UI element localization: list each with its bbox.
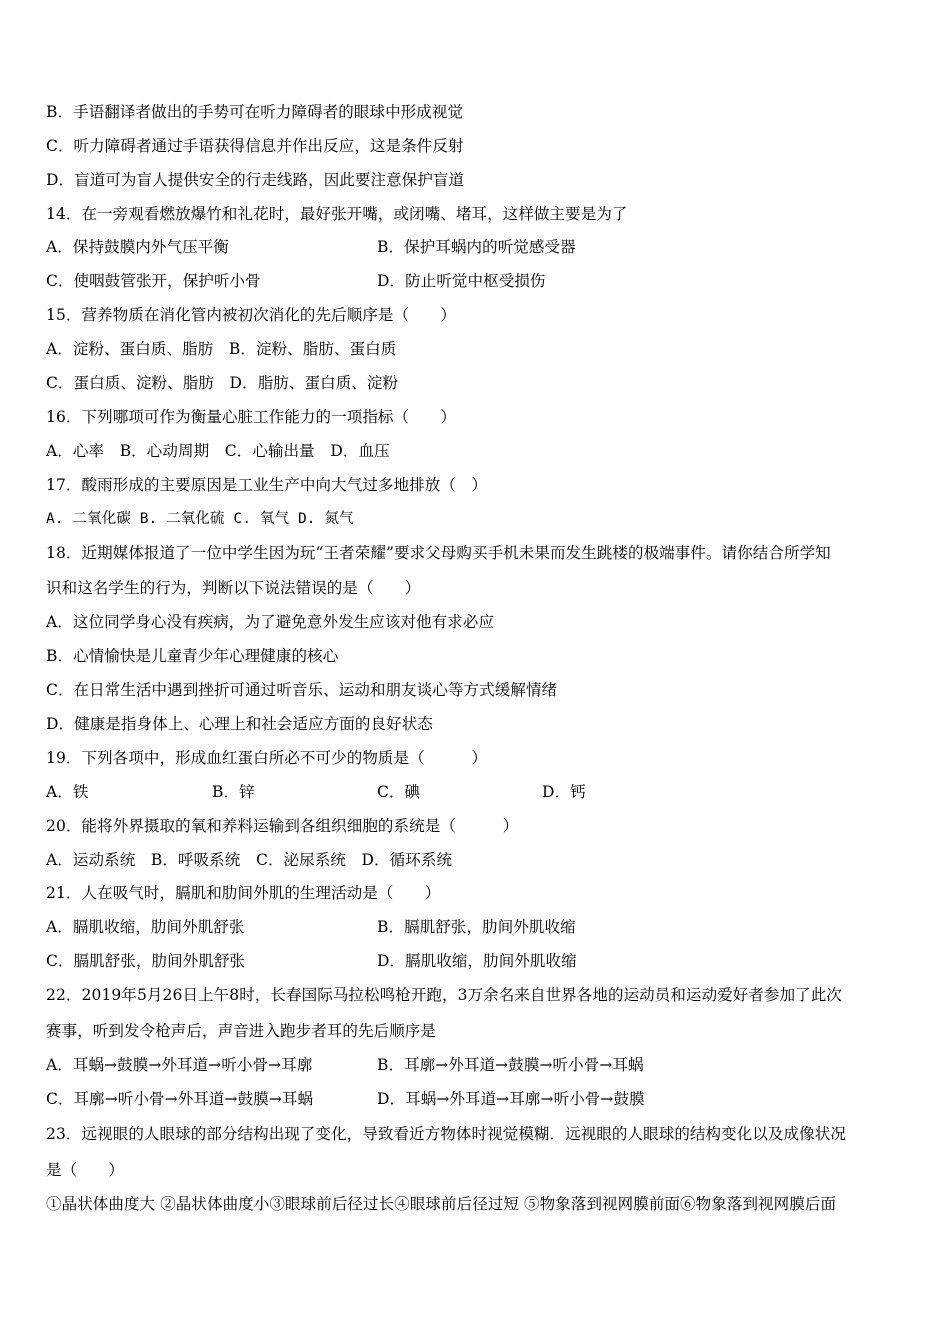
q19-option-b: B．锌 xyxy=(212,783,255,801)
q14-option-d: D．防止听觉中枢受损伤 xyxy=(377,272,546,290)
q18-option-d: D．健康是指身体上、心理上和社会适应方面的良好状态 xyxy=(46,715,433,733)
q21-stem: 21．人在吸气时，膈肌和肋间外肌的生理活动是（ ） xyxy=(46,884,441,902)
q22-option-c: C．耳廓→听小骨→外耳道→鼓膜→耳蜗 xyxy=(46,1090,314,1108)
q22-stem-line2: 赛事，听到发令枪声后，声音进入跑步者耳的先后顺序是 xyxy=(46,1022,437,1040)
q14-option-c: C．使咽鼓管张开，保护听小骨 xyxy=(46,272,261,290)
q19-option-a: A．铁 xyxy=(46,783,89,801)
q18-option-b: B．心情愉快是儿童青少年心理健康的核心 xyxy=(46,647,339,665)
q18-option-c: C．在日常生活中遇到挫折可通过听音乐、运动和朋友谈心等方式缓解情绪 xyxy=(46,681,558,699)
q15-options-ab: A．淀粉、蛋白质、脂肪 B．淀粉、脂肪、蛋白质 xyxy=(46,340,397,358)
q23-items: ①晶状体曲度大 ②晶状体曲度小③眼球前后径过长④眼球前后径过短 ⑤物象落到视网膜前面⑥物象落到视网膜后面 xyxy=(46,1195,837,1213)
q16-stem: 16．下列哪项可作为衡量心脏工作能力的一项指标（ ） xyxy=(46,408,456,426)
q21-option-a: A．膈肌收缩，肋间外肌舒张 xyxy=(46,918,245,936)
q22-stem-line1: 22．2019年5月26日上午8时，长春国际马拉松鸣枪开跑，3万余名来自世界各地的运动员和运动爱好者参加了此次 xyxy=(46,986,842,1004)
q21-option-d: D．膈肌收缩，肋间外肌收缩 xyxy=(377,952,577,970)
q22-option-d: D．耳蜗→外耳道→耳廓→听小骨→鼓膜 xyxy=(377,1090,645,1108)
q13-option-d: D．盲道可为盲人提供安全的行走线路，因此要注意保护盲道 xyxy=(46,171,465,189)
q15-options-cd: C．蛋白质、淀粉、脂肪 D．脂肪、蛋白质、淀粉 xyxy=(46,374,399,392)
q22-option-b: B．耳廓→外耳道→鼓膜→听小骨→耳蜗 xyxy=(377,1056,644,1074)
q15-stem: 15．营养物质在消化管内被初次消化的先后顺序是（ ） xyxy=(46,306,456,324)
q18-option-a: A．这位同学身心没有疾病，为了避免意外发生应该对他有求必应 xyxy=(46,613,495,631)
q19-option-c: C．碘 xyxy=(377,783,421,801)
q23-stem-line1: 23．远视眼的人眼球的部分结构出现了变化，导致看近方物体时视觉模糊．远视眼的人眼球的结构变化以及成像状况 xyxy=(46,1125,846,1143)
q18-stem-line1: 18．近期媒体报道了一位中学生因为玩“王者荣耀”要求父母购买手机未果而发生跳楼的极端事件。请你结合所学知 xyxy=(46,544,831,562)
q20-options: A．运动系统 B．呼吸系统 C．泌尿系统 D．循环系统 xyxy=(46,851,453,869)
q14-option-b: B．保护耳蜗内的听觉感受器 xyxy=(377,238,576,256)
q21-option-c: C．膈肌舒张，肋间外肌舒张 xyxy=(46,952,246,970)
q17-options: A. 二氧化碳 B. 二氧化硫 C. 氧气 D. 氮气 xyxy=(46,511,354,527)
q23-stem-line2: 是（ ） xyxy=(46,1161,125,1179)
q20-stem: 20．能将外界摄取的氧和养料运输到各组织细胞的系统是（ ） xyxy=(46,817,519,835)
q17-stem: 17．酸雨形成的主要原因是工业生产中向大气过多地排放（ ） xyxy=(46,476,488,494)
q19-stem: 19．下列各项中，形成血红蛋白所必不可少的物质是（ ） xyxy=(46,749,488,767)
q14-stem: 14．在一旁观看燃放爆竹和礼花时，最好张开嘴，或闭嘴、堵耳，这样做主要是为了 xyxy=(46,205,628,223)
q13-option-c: C．听力障碍者通过手语获得信息并作出反应，这是条件反射 xyxy=(46,137,464,155)
q21-option-b: B．膈肌舒张，肋间外肌收缩 xyxy=(377,918,576,936)
q22-option-a: A．耳蜗→鼓膜→外耳道→听小骨→耳廓 xyxy=(46,1056,313,1074)
q13-option-b: B．手语翻译者做出的手势可在听力障碍者的眼球中形成视觉 xyxy=(46,103,464,121)
q14-option-a: A．保持鼓膜内外气压平衡 xyxy=(46,238,229,256)
q16-options: A．心率 B．心动周期 C．心输出量 D．血压 xyxy=(46,442,390,460)
q18-stem-line2: 识和这名学生的行为，判断以下说法错误的是（ ） xyxy=(46,579,421,597)
q19-option-d: D．钙 xyxy=(542,783,586,801)
